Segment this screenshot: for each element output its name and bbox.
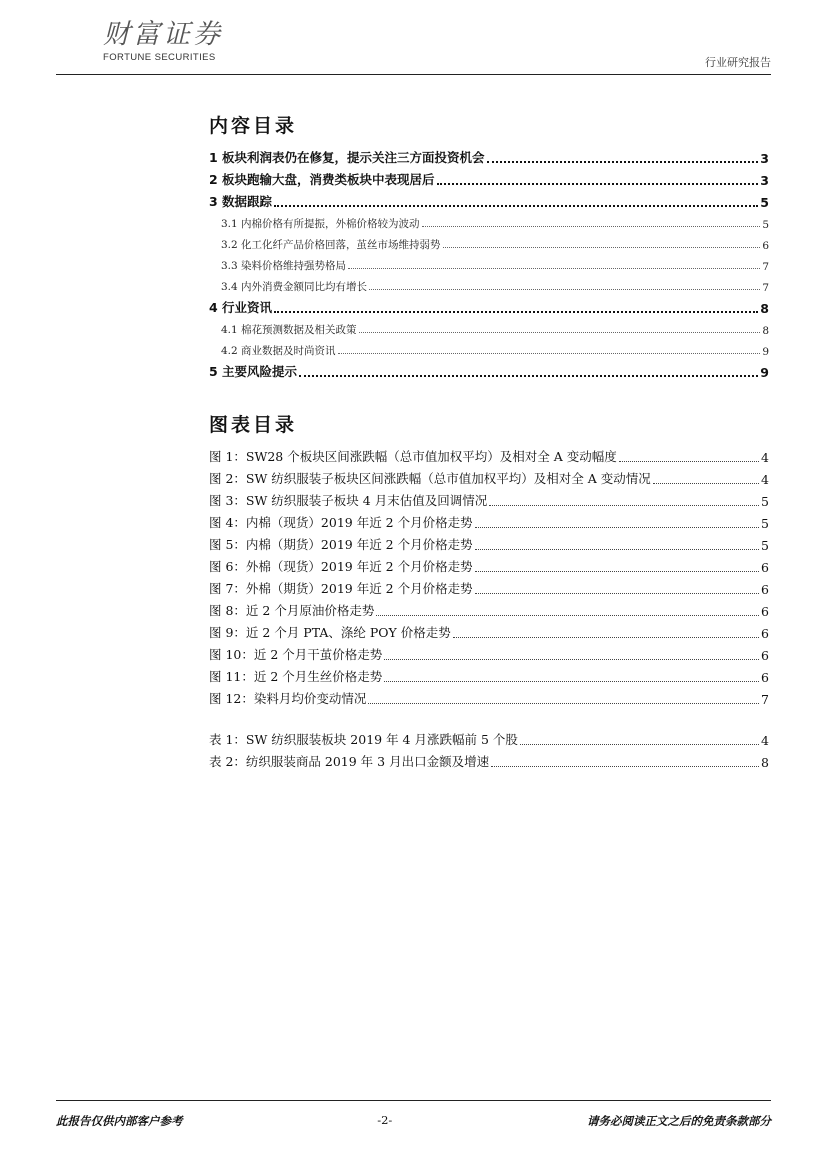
toc-item-page: 8 <box>762 325 769 337</box>
figure-item-page: 6 <box>761 604 769 619</box>
figure-item[interactable] <box>209 685 769 707</box>
figure-item-label: 图 12：染料月均价变动情况 <box>209 691 367 706</box>
figure-item-label: 图 8：近 2 个月原油价格走势 <box>209 603 375 618</box>
figure-item-label: 图 2：SW 纺织服装子板块区间涨跌幅（总市值加权平均）及相对全 A 变动情况 <box>209 471 651 486</box>
figure-item-label: 图 1：SW28 个板块区间涨跌幅（总市值加权平均）及相对全 A 变动幅度 <box>209 449 617 464</box>
figure-item-page: 6 <box>761 582 769 597</box>
figure-item-label: 图 6：外棉（现货）2019 年近 2 个月价格走势 <box>209 559 473 574</box>
figure-item-label: 图 9：近 2 个月 PTA、涤纶 POY 价格走势 <box>209 625 451 640</box>
figure-item-label: 图 7：外棉（期货）2019 年近 2 个月价格走势 <box>209 581 473 596</box>
footer-disclaimer-left: 此报告仅供内部客户参考 <box>56 1114 183 1128</box>
table-item-label: 表 2：纺织服装商品 2019 年 3 月出口金额及增速 <box>209 754 490 769</box>
toc-item-label: 5 主要风险提示 <box>209 364 298 379</box>
toc-item-page: 7 <box>762 282 769 294</box>
table-item[interactable] <box>209 748 769 770</box>
figures-title: 图表目录 <box>209 414 298 436</box>
figure-item-label: 图 11：近 2 个月生丝价格走势 <box>209 669 383 684</box>
figure-item-page: 5 <box>761 494 769 509</box>
toc-subitem[interactable] <box>209 337 769 358</box>
figure-item[interactable] <box>209 597 769 619</box>
figure-item-page: 7 <box>761 692 769 707</box>
toc-item[interactable] <box>209 188 769 210</box>
figure-item[interactable] <box>209 487 769 509</box>
fortune-securities-logo <box>103 20 223 63</box>
toc-item-page: 7 <box>762 261 769 273</box>
table-item-page: 8 <box>761 755 769 770</box>
figure-item[interactable] <box>209 465 769 487</box>
header-divider <box>56 74 771 75</box>
toc-item[interactable] <box>209 294 769 316</box>
logo-english: FORTUNE SECURITIES <box>103 52 216 63</box>
footer-disclaimer-right: 请务必阅读正文之后的免责条款部分 <box>587 1114 771 1128</box>
toc-subitem[interactable] <box>209 231 769 252</box>
figure-item[interactable] <box>209 641 769 663</box>
figure-item-label: 图 10：近 2 个月干茧价格走势 <box>209 647 383 662</box>
toc-item-page: 9 <box>760 365 769 380</box>
toc-item-label: 4 行业资讯 <box>209 300 273 315</box>
toc-item-label: 3.4 内外消费金额同比均有增长 <box>221 281 368 293</box>
toc-item-label: 2 板块跑输大盘，消费类板块中表现居后 <box>209 172 435 187</box>
toc-item[interactable] <box>209 144 769 166</box>
toc-item-page: 3 <box>760 151 769 166</box>
figure-item-label: 图 5：内棉（期货）2019 年近 2 个月价格走势 <box>209 537 473 552</box>
toc-item[interactable] <box>209 358 769 380</box>
figure-item-page: 6 <box>761 648 769 663</box>
figure-item[interactable] <box>209 531 769 553</box>
table-item-page: 4 <box>761 733 769 748</box>
figure-item[interactable] <box>209 575 769 597</box>
toc-item-page: 3 <box>760 173 769 188</box>
toc-item-label: 3 数据跟踪 <box>209 194 273 209</box>
figure-item-label: 图 4：内棉（现货）2019 年近 2 个月价格走势 <box>209 515 473 530</box>
table-list <box>209 726 769 770</box>
toc-subitem[interactable] <box>209 316 769 337</box>
figure-item[interactable] <box>209 663 769 685</box>
toc-item-label: 3.2 化工化纤产品价格回落，茧丝市场维持弱势 <box>221 239 441 251</box>
page-number: -2- <box>377 1113 393 1127</box>
figure-item[interactable] <box>209 553 769 575</box>
toc-item-label: 4.1 棉花预测数据及相关政策 <box>221 324 357 336</box>
toc-item-page: 9 <box>762 346 769 358</box>
toc-title: 内容目录 <box>209 115 298 137</box>
toc-item-label: 3.1 内棉价格有所提振，外棉价格较为波动 <box>221 218 420 230</box>
toc-item-page: 6 <box>762 240 769 252</box>
figure-item[interactable] <box>209 509 769 531</box>
logo-chinese: 财富证券 <box>103 19 223 50</box>
figure-list <box>209 443 769 707</box>
figure-item[interactable] <box>209 619 769 641</box>
figure-item-page: 6 <box>761 626 769 641</box>
toc-subitem[interactable] <box>209 252 769 273</box>
figure-item-page: 4 <box>761 472 769 487</box>
toc-item[interactable] <box>209 166 769 188</box>
toc-list <box>209 144 769 380</box>
figure-item-page: 6 <box>761 560 769 575</box>
toc-item-label: 1 板块利润表仍在修复，提示关注三方面投资机会 <box>209 150 485 165</box>
toc-item-page: 5 <box>760 195 769 210</box>
page-header <box>56 14 771 70</box>
toc-subitem[interactable] <box>209 210 769 231</box>
toc-subitem[interactable] <box>209 273 769 294</box>
toc-item-page: 8 <box>760 301 769 316</box>
report-type: 行业研究报告 <box>705 56 771 69</box>
toc-item-label: 4.2 商业数据及时尚资讯 <box>221 345 336 357</box>
figure-item-label: 图 3：SW 纺织服装子板块 4 月末估值及回调情况 <box>209 493 488 508</box>
figure-item-page: 5 <box>761 538 769 553</box>
table-item-label: 表 1：SW 纺织服装板块 2019 年 4 月涨跌幅前 5 个股 <box>209 732 518 747</box>
page-footer <box>56 1100 771 1129</box>
table-item[interactable] <box>209 726 769 748</box>
figure-item-page: 4 <box>761 450 769 465</box>
figure-item[interactable] <box>209 443 769 465</box>
toc-item-label: 3.3 染料价格维持强势格局 <box>221 260 347 272</box>
figure-item-page: 5 <box>761 516 769 531</box>
toc-item-page: 5 <box>762 219 769 231</box>
footer-divider <box>56 1100 771 1101</box>
figure-item-page: 6 <box>761 670 769 685</box>
